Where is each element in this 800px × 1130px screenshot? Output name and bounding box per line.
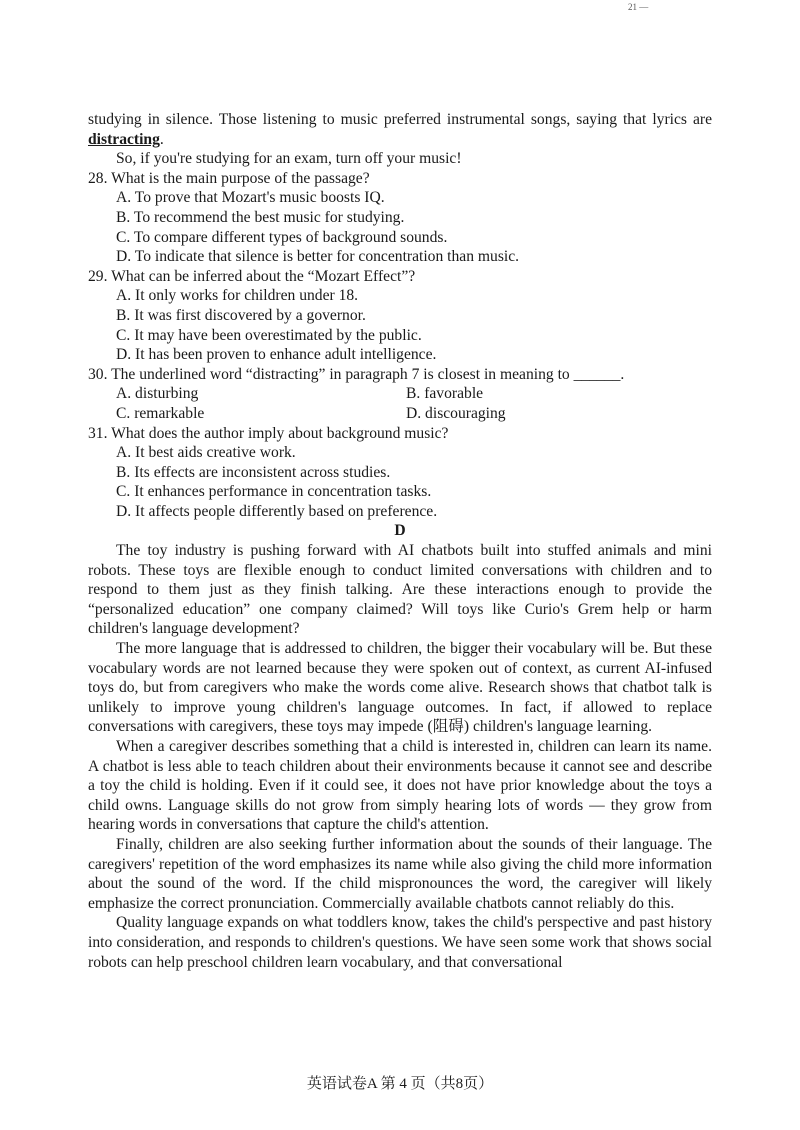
header-mark: 21 — bbox=[628, 2, 649, 12]
question-stem: 28. What is the main purpose of the passage? bbox=[88, 169, 370, 187]
page-footer: 英语试卷A 第 4 页（共8页） bbox=[306, 1076, 494, 1092]
carryover-text: studying in silence. Those listening to music preferred instrumental songs, saying that lyrics are bbox=[88, 111, 712, 128]
option-d: D. discouraging bbox=[406, 404, 506, 422]
conclusion-line: So, if you're studying for an exam, turn off your music! bbox=[116, 150, 462, 168]
options-row-1 bbox=[88, 384, 712, 404]
option-a: A. It best aids creative work. bbox=[116, 444, 296, 462]
page-content bbox=[88, 110, 712, 972]
option-d: D. To indicate that silence is better for concentration than music. bbox=[116, 248, 520, 266]
option-b: B. It was first discovered by a governor. bbox=[116, 306, 366, 324]
question-stem: 31. What does the author imply about background music? bbox=[88, 424, 449, 442]
question-stem: 30. The underlined word “distracting” in paragraph 7 is closest in meaning to ______. bbox=[88, 365, 625, 383]
option-a: A. To prove that Mozart's music boosts IQ. bbox=[116, 189, 385, 207]
carryover-end: . bbox=[159, 130, 164, 148]
option-b: B. To recommend the best music for studying. bbox=[116, 208, 405, 226]
option-d: D. It has been proven to enhance adult intelligence. bbox=[116, 346, 437, 364]
option-a: A. disturbing bbox=[116, 385, 199, 403]
option-c: C. It enhances performance in concentration tasks. bbox=[116, 483, 432, 501]
passage-paragraph: The toy industry is pushing forward with AI chatbots built into stuffed animals and mini robots. These toys are flexible enough to conduct limited conversations with children and to respond to them just as they finish talking. Are these interactions enough to provide the “personalized education” one company claimed? Will toys like Curio's Grem help or harm children's language development? bbox=[88, 542, 712, 638]
question-stem: 29. What can be inferred about the “Mozart Effect”? bbox=[88, 267, 416, 285]
option-c: C. To compare different types of background sounds. bbox=[116, 228, 448, 246]
option-b: B. favorable bbox=[406, 385, 484, 403]
question-29 bbox=[88, 267, 712, 365]
option-c: C. It may have been overestimated by the public. bbox=[116, 326, 422, 344]
options-row-2 bbox=[88, 404, 712, 424]
option-a: A. It only works for children under 18. bbox=[116, 287, 359, 305]
passage-paragraph: Finally, children are also seeking further information about the sounds of their language. The caregivers' repetition of the word emphasizes its name while also giving the child more information about the sound of the word. If the child mispronounces the word, the caregiver will likely emphasize the correct pronunciation. Commercially available chatbots cannot reliably do this. bbox=[88, 835, 712, 912]
option-b: B. Its effects are inconsistent across studies. bbox=[116, 463, 391, 481]
question-28 bbox=[88, 169, 712, 267]
question-30 bbox=[88, 365, 712, 424]
option-d: D. It affects people differently based on preference. bbox=[116, 502, 438, 520]
passage-paragraph: The more language that is addressed to children, the bigger their vocabulary will be. But these vocabulary words are not learned because they were spoken out of context, as current AI-infused toys do, but from caregivers who make the words come alive. Research shows that chatbot talk is unlikely to improve young children's language outcomes. In fact, if allowed to replace conversations with caregivers, these toys may impede (阻碍) children's language learning. bbox=[88, 640, 712, 736]
section-heading: D bbox=[394, 522, 406, 540]
passage-paragraph: Quality language expands on what toddlers know, takes the child's perspective and past history into consideration, and responds to children's questions. We have seen some work that shows social robots can help preschool children learn vocabulary, and that conversational bbox=[88, 914, 712, 971]
passage-paragraph: When a caregiver describes something that a child is interested in, children can learn its name. A chatbot is less able to teach children about their environments because it cannot see and describe a toy the child is holding. Even if it could see, it does not have prior knowledge about the toys a child owns. Language skills do not grow from simply hearing lots of words — they grow from hearing words in conversations that capture the child's attention. bbox=[88, 738, 712, 834]
underlined-word: distracting bbox=[88, 130, 160, 148]
option-c: C. remarkable bbox=[116, 404, 205, 422]
question-31 bbox=[88, 424, 712, 522]
carryover-paragraph bbox=[88, 110, 712, 149]
